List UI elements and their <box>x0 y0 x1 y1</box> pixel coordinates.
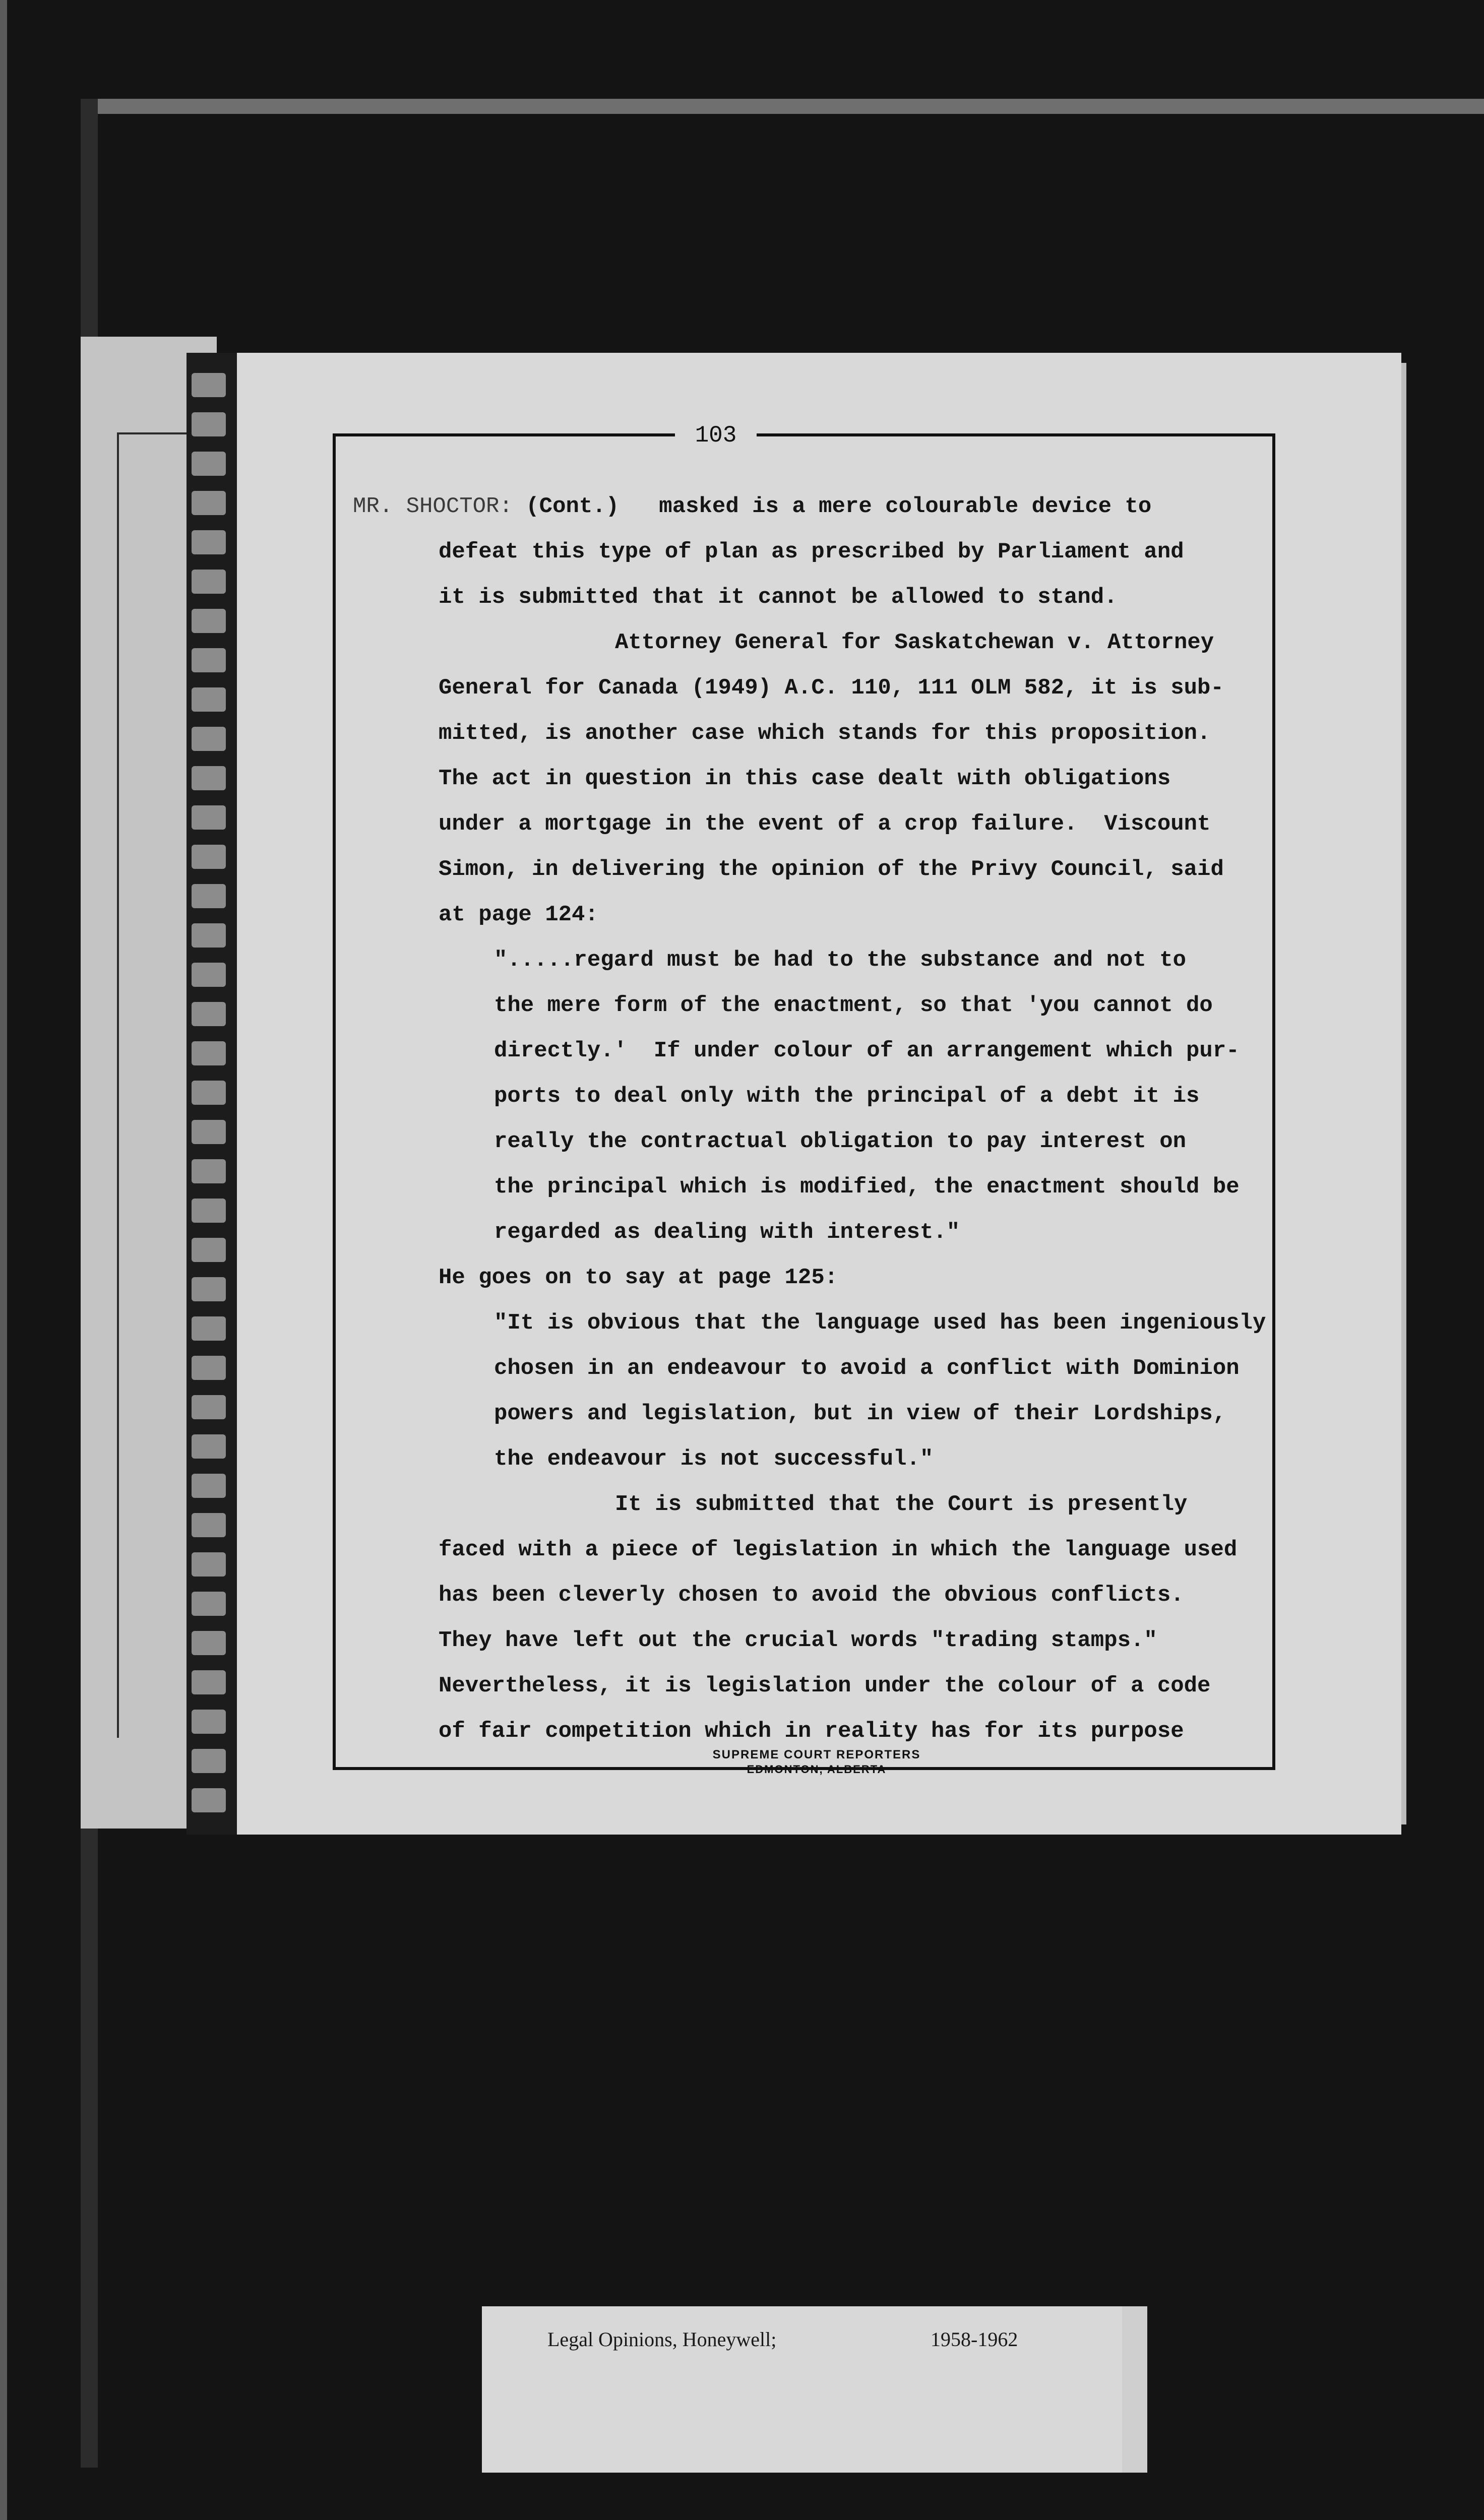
line-text: ports to deal only with the principal of a debt it is <box>494 1084 1200 1109</box>
binding-coil <box>192 1199 226 1223</box>
binding-coil <box>192 452 226 476</box>
transcript-line <box>353 1164 1290 1210</box>
line-text: under a mortgage in the event of a crop failure. Viscount <box>439 811 1211 837</box>
binding-coil <box>192 1159 226 1183</box>
transcript-line <box>353 575 1290 620</box>
line-text: Attorney General for Saskatchewan v. Attorney <box>615 630 1214 655</box>
transcript-line <box>353 1210 1290 1255</box>
binding-coil <box>192 1238 226 1262</box>
line-text: it is submitted that it cannot be allowed to stand. <box>439 585 1118 610</box>
binding-coil <box>192 1474 226 1498</box>
binding-coil <box>192 884 226 908</box>
film-edge <box>0 0 7 2520</box>
transcript-line <box>353 801 1290 847</box>
page-number: 103 <box>232 422 1200 449</box>
binding-coil <box>192 1592 226 1616</box>
transcript-line <box>353 983 1290 1028</box>
transcript-line <box>353 711 1290 756</box>
transcript-line <box>353 1618 1290 1663</box>
archive-label-card <box>482 2306 1122 2473</box>
film-border-top <box>81 99 1484 114</box>
binding-coil <box>192 1710 226 1734</box>
line-text: Nevertheless, it is legislation under the colour of a code <box>439 1673 1211 1698</box>
transcript-line <box>353 529 1290 575</box>
footer-line-2: EDMONTON, ALBERTA <box>747 1763 887 1776</box>
transcript-page <box>232 353 1401 1835</box>
line-text: It is submitted that the Court is presently <box>615 1492 1188 1517</box>
line-text: The act in question in this case dealt with obligations <box>439 766 1171 791</box>
line-text: the mere form of the enactment, so that 'you cannot do <box>494 993 1213 1018</box>
transcript-line <box>353 665 1290 711</box>
binding-coil <box>192 727 226 751</box>
transcript-line <box>353 1255 1290 1300</box>
line-text: They have left out the crucial words "trading stamps." <box>439 1628 1157 1653</box>
binding-coil <box>192 1513 226 1537</box>
binding-coil <box>192 1552 226 1577</box>
line-text: powers and legislation, but in view of their Lordships, <box>494 1401 1226 1426</box>
binding-coil <box>192 1670 226 1694</box>
line-text: defeat this type of plan as prescribed by Parliament and <box>439 539 1184 564</box>
line-text: mitted, is another case which stands for this proposition. <box>439 721 1211 746</box>
adjacent-page-frame <box>117 432 119 1738</box>
transcript-line <box>353 620 1290 665</box>
transcript-line <box>353 1436 1290 1482</box>
binding-coil <box>192 1788 226 1812</box>
line-text: directly.' If under colour of an arrangement which pur- <box>494 1038 1240 1063</box>
binding-coil <box>192 1277 226 1301</box>
archive-label-title: Legal Opinions, Honeywell; <box>547 2328 777 2351</box>
line-text: the principal which is modified, the enactment should be <box>494 1174 1240 1200</box>
binding-coil <box>192 1120 226 1144</box>
binding-coil <box>192 687 226 712</box>
binding-coil <box>192 1081 226 1105</box>
binding-coil <box>192 805 226 830</box>
line-text: regarded as dealing with interest." <box>494 1220 960 1245</box>
archive-label-dates: 1958-1962 <box>931 2328 1018 2351</box>
transcript-line <box>353 1028 1290 1074</box>
binding-coil <box>192 1749 226 1773</box>
speaker-name: MR. SHOCTOR: <box>353 494 526 519</box>
binding-coil <box>192 1631 226 1655</box>
binding-coil <box>192 1002 226 1026</box>
line-text: faced with a piece of legislation in which the language used <box>439 1537 1238 1562</box>
transcript-line <box>353 1119 1290 1164</box>
binding-coil <box>192 609 226 633</box>
transcript-line <box>353 1346 1290 1391</box>
binding-coil <box>192 570 226 594</box>
transcript-line <box>353 1391 1290 1436</box>
transcript-line <box>353 1482 1290 1527</box>
binding-coil <box>192 412 226 436</box>
line-text: at page 124: <box>439 902 598 927</box>
footer-line-1: SUPREME COURT REPORTERS <box>712 1748 921 1761</box>
binding-coil <box>192 1316 226 1341</box>
binding-coil <box>192 1395 226 1419</box>
transcript-line <box>353 1300 1290 1346</box>
line-text: really the contractual obligation to pay interest on <box>494 1129 1187 1154</box>
transcript-line <box>353 1709 1290 1754</box>
line-text: (Cont.) masked is a mere colourable device to <box>526 494 1152 519</box>
transcript-line <box>353 892 1290 937</box>
line-text: of fair competition which in reality has for its purpose <box>439 1719 1184 1744</box>
line-text: He goes on to say at page 125: <box>439 1265 838 1290</box>
line-text: General for Canada (1949) A.C. 110, 111 OLM 582, it is sub- <box>439 675 1224 701</box>
transcript-line <box>353 1663 1290 1709</box>
binding-coil <box>192 648 226 672</box>
line-text: the endeavour is not successful." <box>494 1446 934 1472</box>
transcript-line <box>353 756 1290 801</box>
transcript-body <box>353 484 1290 1754</box>
line-text: ".....regard must be had to the substance and not to <box>494 948 1187 973</box>
binding-coil <box>192 373 226 397</box>
binding-coil <box>192 491 226 515</box>
line-text: "It is obvious that the language used has been ingeniously <box>494 1310 1266 1336</box>
transcript-line <box>353 847 1290 892</box>
transcript-line <box>353 1074 1290 1119</box>
binding-coil <box>192 766 226 790</box>
binding-coil <box>192 1434 226 1459</box>
transcript-line <box>353 1527 1290 1572</box>
binding-coil <box>192 530 226 554</box>
archive-label <box>482 2306 1147 2473</box>
binding-coil <box>192 1041 226 1065</box>
binding-coil <box>192 1356 226 1380</box>
transcript-line <box>353 937 1290 983</box>
binding-coil <box>192 923 226 948</box>
spiral-binding <box>187 353 237 1835</box>
binding-coil <box>192 845 226 869</box>
line-text: Simon, in delivering the opinion of the Privy Council, said <box>439 857 1224 882</box>
line-text: has been cleverly chosen to avoid the obvious conflicts. <box>439 1583 1184 1608</box>
transcript-line <box>353 1572 1290 1618</box>
binding-coil <box>192 963 226 987</box>
line-text: chosen in an endeavour to avoid a conflict with Dominion <box>494 1356 1240 1381</box>
transcript-line <box>353 484 1290 529</box>
reporter-footer <box>232 1748 1401 1776</box>
